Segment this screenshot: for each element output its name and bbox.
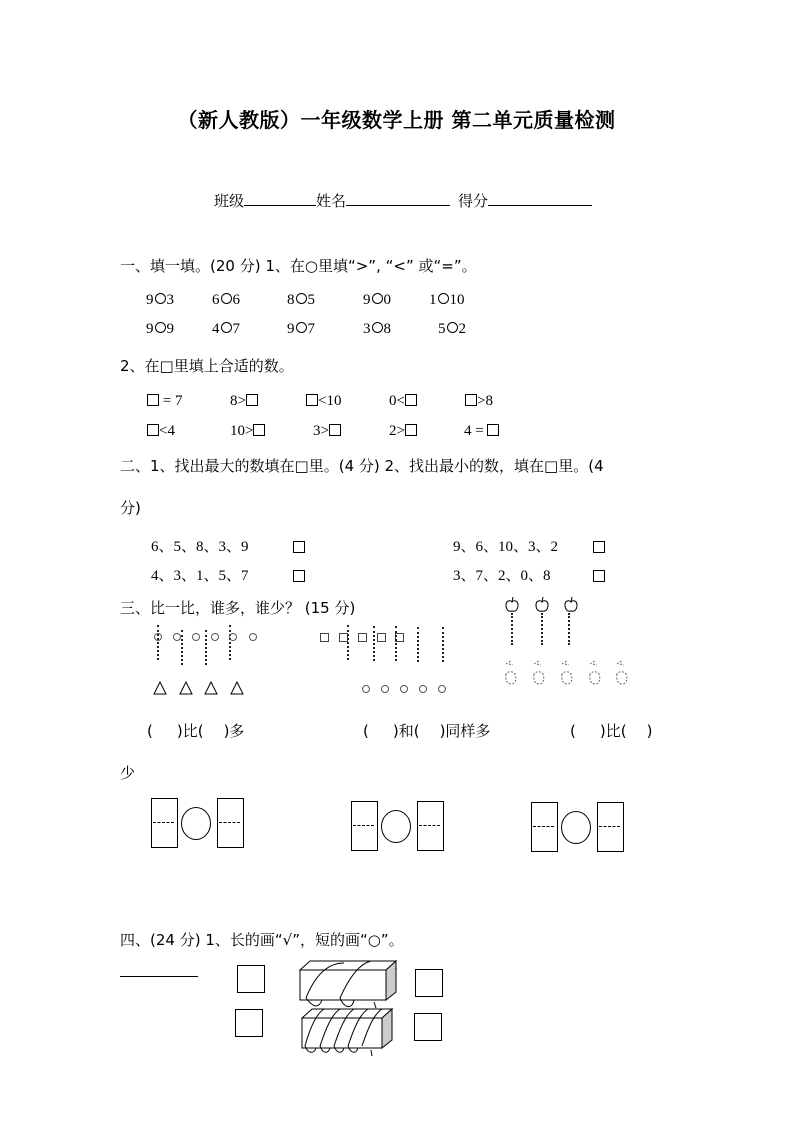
info-line bbox=[214, 190, 592, 211]
circle-icon bbox=[400, 685, 408, 693]
answer-circle[interactable] bbox=[438, 293, 449, 304]
dashed-line bbox=[353, 825, 374, 826]
answer-box[interactable] bbox=[293, 570, 305, 582]
dashed-line bbox=[533, 826, 554, 827]
circle-icon bbox=[173, 633, 181, 641]
compare-item: 9 3 bbox=[146, 292, 174, 308]
compare-item: 8 5 bbox=[287, 292, 315, 308]
compare-sentence-equal: ( )和( )同样多 bbox=[363, 722, 491, 740]
page-title: （新人教版）一年级数学上册 第二单元质量检测 bbox=[177, 108, 616, 132]
answer-box[interactable] bbox=[246, 394, 258, 406]
dotted-line bbox=[229, 625, 231, 660]
fill-item: 4 = bbox=[464, 423, 499, 440]
triangle-row bbox=[153, 681, 253, 695]
dotted-line bbox=[511, 613, 513, 645]
circle-icon bbox=[249, 633, 257, 641]
answer-box[interactable] bbox=[147, 394, 159, 406]
name-field[interactable] bbox=[346, 191, 450, 206]
fill-item: 10> bbox=[230, 423, 265, 440]
answer-box[interactable] bbox=[405, 424, 417, 436]
answer-circle[interactable] bbox=[155, 293, 166, 304]
fill-item: = 7 bbox=[147, 393, 182, 410]
dotted-line bbox=[541, 613, 543, 645]
answer-box[interactable] bbox=[414, 1013, 442, 1041]
circle-icon bbox=[438, 685, 446, 693]
dotted-line bbox=[205, 630, 207, 665]
fill-item: <4 bbox=[147, 423, 175, 440]
answer-circle[interactable] bbox=[296, 293, 307, 304]
circle-icon bbox=[381, 685, 389, 693]
compare-item: 9 9 bbox=[146, 321, 174, 337]
dashed-line bbox=[599, 826, 620, 827]
compare-item: 1 10 bbox=[429, 292, 465, 308]
compare-item: 9 7 bbox=[287, 321, 315, 337]
compare-item: 3 8 bbox=[363, 321, 391, 337]
compare-item: 5 2 bbox=[438, 321, 466, 337]
section1-q2-heading: 2、在□里填上合适的数。 bbox=[120, 357, 294, 375]
circle-icon bbox=[154, 633, 162, 641]
dotted-line bbox=[417, 627, 419, 662]
fill-item: 2> bbox=[389, 423, 417, 440]
answer-box[interactable] bbox=[487, 424, 499, 436]
answer-circle[interactable] bbox=[221, 322, 232, 333]
dotted-line bbox=[347, 625, 349, 660]
fill-item: >8 bbox=[465, 393, 493, 410]
circle-icon bbox=[419, 685, 427, 693]
compare-sentence-wrap: 少 bbox=[120, 764, 136, 782]
answer-box[interactable] bbox=[329, 424, 341, 436]
circle-icon bbox=[192, 633, 200, 641]
compare-sentence-more: ( )比( )多 bbox=[147, 722, 245, 740]
fill-item: <10 bbox=[306, 393, 341, 410]
answer-circle[interactable] bbox=[561, 811, 591, 844]
answer-box[interactable] bbox=[293, 541, 305, 553]
section2-heading: 二、1、找出最大的数填在□里。(4 分) 2、找出最小的数，填在□里。(4 bbox=[120, 457, 604, 475]
reference-line bbox=[120, 976, 198, 977]
answer-box[interactable] bbox=[417, 801, 444, 851]
answer-box[interactable] bbox=[405, 394, 417, 406]
square-icon bbox=[320, 633, 329, 642]
circle-icon bbox=[229, 633, 237, 641]
fill-item: 0< bbox=[389, 393, 417, 410]
answer-box[interactable] bbox=[593, 570, 605, 582]
fill-item: 3> bbox=[313, 423, 341, 440]
score-field[interactable] bbox=[488, 191, 592, 206]
compare-sentence-less: ( )比( ) bbox=[570, 722, 653, 740]
section4-heading: 四、(24 分) 1、长的画“√”，短的画“○”。 bbox=[120, 931, 404, 949]
answer-box[interactable] bbox=[151, 798, 178, 848]
answer-box[interactable] bbox=[306, 394, 318, 406]
section1-heading: 一、填一填。(20 分) 1、在○里填“>”, “<” 或“=”。 bbox=[120, 257, 477, 275]
max-number-list: 6、5、8、3、9 bbox=[151, 539, 249, 555]
answer-box[interactable] bbox=[531, 802, 558, 852]
answer-box[interactable] bbox=[217, 798, 244, 848]
answer-circle[interactable] bbox=[447, 322, 458, 333]
dotted-line bbox=[373, 626, 375, 661]
answer-circle[interactable] bbox=[155, 322, 166, 333]
answer-circle[interactable] bbox=[221, 293, 232, 304]
section2-heading-wrap: 分) bbox=[120, 499, 141, 517]
compare-item: 4 7 bbox=[212, 321, 240, 337]
name-label: 姓名 bbox=[316, 192, 347, 210]
dashed-line bbox=[219, 822, 240, 823]
answer-circle[interactable] bbox=[372, 322, 383, 333]
circle-icon bbox=[211, 633, 219, 641]
square-icon bbox=[358, 633, 367, 642]
dashed-line bbox=[153, 822, 174, 823]
min-number-list: 3、7、2、0、8 bbox=[453, 568, 551, 584]
answer-box[interactable] bbox=[237, 965, 265, 993]
apple-row bbox=[503, 596, 593, 616]
answer-circle[interactable] bbox=[381, 810, 411, 843]
answer-box[interactable] bbox=[593, 541, 605, 553]
answer-box[interactable] bbox=[253, 424, 265, 436]
dotted-line bbox=[442, 627, 444, 662]
answer-box[interactable] bbox=[351, 801, 378, 851]
dotted-line bbox=[568, 613, 570, 645]
dashed-line bbox=[419, 825, 440, 826]
score-label: 得分 bbox=[458, 192, 489, 210]
answer-box[interactable] bbox=[415, 969, 443, 997]
min-number-list: 9、6、10、3、2 bbox=[453, 539, 559, 555]
answer-circle[interactable] bbox=[372, 293, 383, 304]
answer-box[interactable] bbox=[147, 424, 159, 436]
dotted-line bbox=[181, 630, 183, 665]
max-number-list: 4、3、1、5、7 bbox=[151, 568, 249, 584]
class-label: 班级 bbox=[214, 192, 245, 210]
section3-heading: 三、比一比，谁多，谁少？ (15 分) bbox=[120, 599, 356, 617]
circle-icon bbox=[362, 685, 370, 693]
square-icon bbox=[377, 633, 386, 642]
rope-wrapped-blocks-icon bbox=[296, 958, 402, 1058]
pear-row bbox=[503, 658, 633, 688]
dotted-line bbox=[157, 625, 159, 660]
dotted-line bbox=[395, 626, 397, 661]
answer-circle[interactable] bbox=[296, 322, 307, 333]
class-field[interactable] bbox=[244, 191, 316, 206]
compare-item: 9 0 bbox=[363, 292, 391, 308]
fill-item: 8> bbox=[230, 393, 258, 410]
answer-box[interactable] bbox=[465, 394, 477, 406]
answer-box[interactable] bbox=[597, 802, 624, 852]
answer-circle[interactable] bbox=[181, 807, 211, 840]
answer-box[interactable] bbox=[235, 1009, 263, 1037]
compare-item: 6 6 bbox=[212, 292, 240, 308]
